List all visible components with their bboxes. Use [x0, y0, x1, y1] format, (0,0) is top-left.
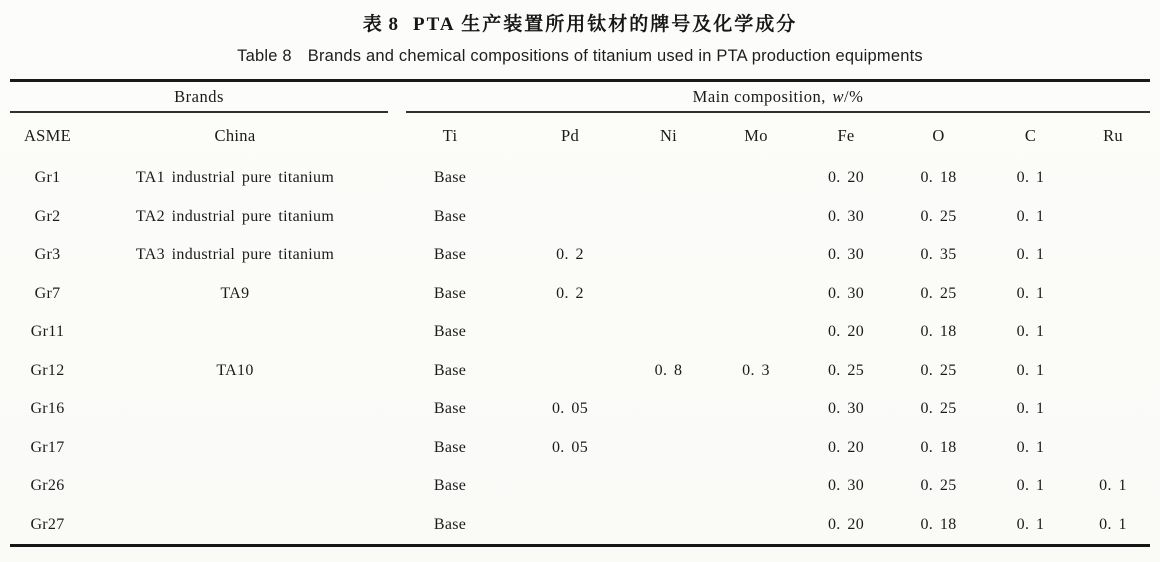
column-header-pd: Pd: [560, 126, 580, 145]
cell-ru: [1076, 390, 1150, 429]
table-title-english: [0, 43, 1160, 69]
column-group-composition-unit: /%: [843, 86, 864, 106]
cell-pd: [515, 198, 625, 237]
cell-ru: [1076, 159, 1150, 198]
cell-mo: [712, 159, 800, 198]
cell-fe: 0. 30: [828, 284, 864, 302]
cell-pd: 0. 2: [556, 246, 584, 264]
cell-ni: [625, 236, 712, 275]
cell-pd: [515, 313, 625, 352]
cell-fe: 0. 20: [828, 169, 864, 187]
cell-pd: 0. 05: [552, 400, 588, 418]
cell-o: 0. 25: [920, 284, 957, 302]
cell-o: 0. 25: [920, 477, 957, 495]
column-header-ni: Ni: [659, 126, 678, 145]
cell-fe: 0. 20: [828, 323, 864, 341]
cell-ti: Base: [433, 207, 467, 225]
cell-asme: Gr12: [30, 361, 65, 379]
cell-o: 0. 18: [920, 169, 957, 187]
column-header-ru: Ru: [1103, 126, 1123, 145]
table-number-en: Table 8: [237, 47, 292, 65]
cell-china: [85, 390, 385, 429]
cell-asme: Gr3: [34, 246, 61, 264]
cell-fe: 0. 30: [828, 477, 864, 495]
cell-ru: [1076, 429, 1150, 468]
cell-fe: 0. 30: [828, 207, 864, 225]
cell-china: [85, 429, 385, 468]
cell-asme: Gr16: [30, 400, 65, 418]
cell-o: 0. 18: [920, 515, 957, 533]
column-header-mo: Mo: [744, 126, 768, 145]
cell-fe: 0. 20: [828, 515, 864, 533]
cell-mo: [712, 236, 800, 275]
table-row: [10, 236, 1150, 275]
table-row: [10, 159, 1150, 198]
cell-china: TA9: [220, 284, 250, 302]
cell-ru: [1076, 275, 1150, 314]
cell-china: TA2 industrial pure titanium: [135, 207, 335, 225]
table-column-header-row: [10, 113, 1150, 159]
cell-pd: [515, 506, 625, 545]
cell-c: 0. 1: [1016, 169, 1045, 187]
cell-pd: [515, 467, 625, 506]
cell-ru: 0. 1: [1099, 477, 1127, 495]
cell-pd: 0. 05: [552, 438, 588, 456]
cell-ni: [625, 506, 712, 545]
cell-mo: [712, 429, 800, 468]
column-header-china: China: [214, 126, 256, 145]
cell-mo: [712, 390, 800, 429]
cell-c: 0. 1: [1016, 246, 1045, 264]
column-group-main-composition: [406, 82, 1150, 113]
table-title-cn-text: PTA 生产装置所用钛材的牌号及化学成分: [412, 14, 798, 35]
cell-ti: Base: [433, 477, 467, 495]
column-header-ti: Ti: [442, 126, 458, 145]
cell-c: 0. 1: [1016, 515, 1045, 533]
cell-mo: [712, 198, 800, 237]
table-title-chinese: [0, 0, 1160, 39]
cell-china: TA1 industrial pure titanium: [135, 169, 335, 187]
cell-ni: 0. 8: [654, 361, 683, 379]
cell-asme: Gr7: [34, 284, 61, 302]
table-row: [10, 275, 1150, 314]
cell-ni: [625, 159, 712, 198]
column-group-composition-symbol: w: [832, 86, 844, 106]
cell-china: TA10: [216, 361, 254, 379]
cell-china: [85, 313, 385, 352]
cell-ti: Base: [433, 400, 467, 418]
cell-o: 0. 18: [920, 438, 957, 456]
table-row: [10, 390, 1150, 429]
cell-c: 0. 1: [1016, 207, 1045, 225]
cell-ni: [625, 390, 712, 429]
cell-ru: [1076, 236, 1150, 275]
table-body: [10, 159, 1150, 544]
cell-ru: [1076, 352, 1150, 391]
cell-asme: Gr27: [30, 515, 65, 533]
cell-c: 0. 1: [1016, 284, 1045, 302]
cell-ru: 0. 1: [1099, 515, 1127, 533]
cell-fe: 0. 25: [828, 361, 864, 379]
cell-ti: Base: [433, 323, 467, 341]
column-group-brands-label: Brands: [174, 86, 224, 106]
cell-ni: [625, 313, 712, 352]
cell-o: 0. 35: [920, 246, 957, 264]
cell-china: [85, 467, 385, 506]
cell-fe: 0. 20: [828, 438, 864, 456]
cell-fe: 0. 30: [828, 400, 864, 418]
table-group-header-row: [10, 82, 1150, 113]
column-group-composition-label: Main composition,: [692, 86, 826, 106]
cell-o: 0. 25: [920, 361, 957, 379]
cell-o: 0. 25: [920, 400, 957, 418]
cell-c: 0. 1: [1016, 477, 1045, 495]
table-row: [10, 429, 1150, 468]
column-header-fe: Fe: [837, 126, 855, 145]
table-row: [10, 352, 1150, 391]
cell-ru: [1076, 313, 1150, 352]
cell-mo: [712, 467, 800, 506]
cell-pd: [515, 159, 625, 198]
cell-ni: [625, 198, 712, 237]
cell-ru: [1076, 198, 1150, 237]
cell-ni: [625, 275, 712, 314]
cell-c: 0. 1: [1016, 323, 1045, 341]
cell-ti: Base: [433, 361, 467, 379]
column-group-brands: [10, 82, 388, 113]
table-row: [10, 198, 1150, 237]
column-header-o: O: [932, 126, 945, 145]
cell-china: TA3 industrial pure titanium: [135, 246, 335, 264]
cell-ni: [625, 429, 712, 468]
cell-c: 0. 1: [1016, 438, 1045, 456]
cell-mo: 0. 3: [742, 361, 770, 379]
table-row: [10, 313, 1150, 352]
table-number-cn: 表 8: [362, 14, 399, 35]
cell-c: 0. 1: [1016, 400, 1045, 418]
cell-asme: Gr2: [34, 207, 61, 225]
cell-fe: 0. 30: [828, 246, 864, 264]
cell-asme: Gr1: [34, 169, 61, 187]
column-header-asme: ASME: [23, 126, 72, 145]
cell-o: 0. 25: [920, 207, 957, 225]
cell-ti: Base: [433, 284, 467, 302]
cell-asme: Gr26: [30, 477, 65, 495]
cell-ti: Base: [433, 438, 467, 456]
cell-pd: [515, 352, 625, 391]
cell-mo: [712, 275, 800, 314]
table-bottom-rule: [10, 544, 1150, 547]
cell-ti: Base: [433, 169, 467, 187]
cell-asme: Gr11: [30, 323, 65, 341]
column-header-c: C: [1024, 126, 1037, 145]
cell-asme: Gr17: [30, 438, 65, 456]
cell-pd: 0. 2: [556, 284, 584, 302]
composition-table: [10, 79, 1150, 547]
cell-mo: [712, 313, 800, 352]
cell-ti: Base: [433, 246, 467, 264]
table-row: [10, 506, 1150, 545]
cell-china: [85, 506, 385, 545]
table-row: [10, 467, 1150, 506]
table-title-en-text: Brands and chemical compositions of titanium used in PTA production equipments: [307, 47, 923, 65]
cell-ti: Base: [433, 515, 467, 533]
cell-c: 0. 1: [1016, 361, 1045, 379]
cell-mo: [712, 506, 800, 545]
cell-o: 0. 18: [920, 323, 957, 341]
cell-ni: [625, 467, 712, 506]
